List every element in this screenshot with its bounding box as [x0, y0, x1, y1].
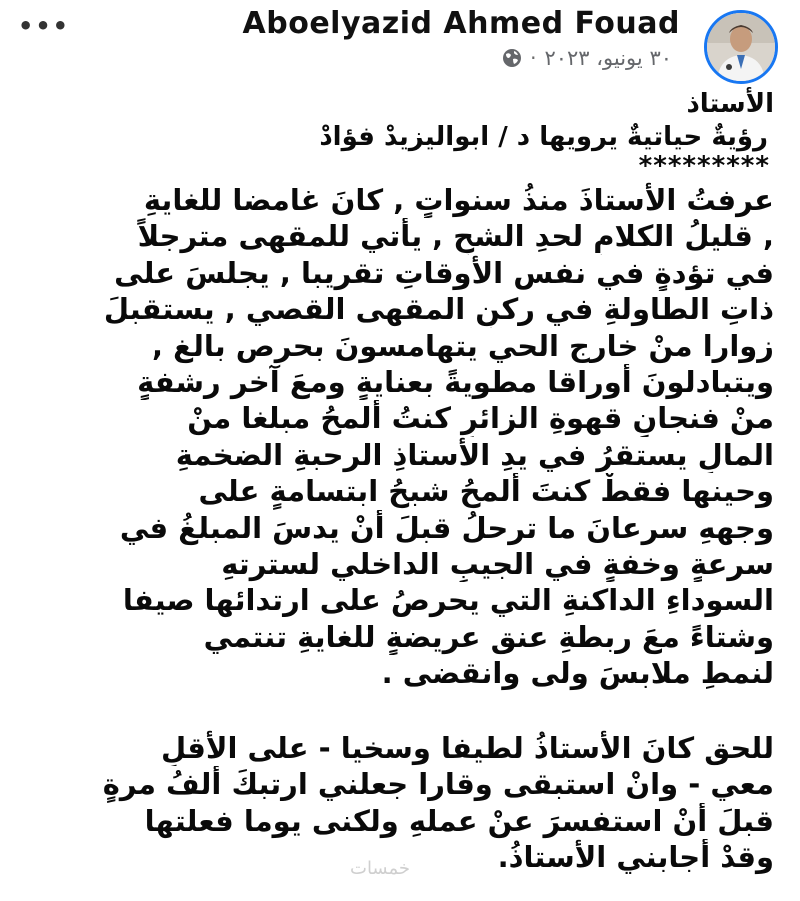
text-line: , قليلُ الكلامِ لحدِ الشحِ , يأتي للمقهى مترجلاً — [137, 219, 774, 254]
post-body — [14, 88, 774, 875]
text-line: للحقِ كانَ الأستاذُ لطيفا وسخيا - على الأقلِ — [161, 730, 774, 765]
globe-icon[interactable] — [502, 48, 522, 68]
text-line: في تؤدةٍ في نفسِ الأوقاتِ تقريبا , يجلسَ على — [114, 255, 774, 290]
text-line: المالِ يستقرُ في يدِ الأستاذِ الرحبةِ الضخمةِ — [175, 437, 774, 472]
text-line: منْ فنجانِ قهوةِ الزائرِ كنتُ ألمحُ مبلغا منْ — [187, 401, 774, 436]
paragraph-1 — [14, 182, 774, 692]
text-line: السوداءِ الداكنةِ التي يحرصُ على ارتدائها صيفا — [122, 583, 774, 618]
paragraph-2 — [14, 730, 774, 876]
post-subtitle: رؤيةٌ حياتيةٌ يرويها د / ابواليزيدْ فؤادْ — [319, 122, 768, 152]
post-title: الأستاذ — [686, 89, 774, 119]
post-divider: ********* — [638, 151, 770, 181]
post-date[interactable]: ٣٠ يونيو، ٢٠٢٣ — [544, 46, 672, 70]
avatar[interactable] — [704, 10, 778, 84]
text-line: لنمطِ ملابسَ ولى وانقضى . — [381, 656, 774, 691]
text-line: زوارا منْ خارجِ الحي يتهامسونَ بحرصٍ بالغٍ , — [152, 328, 774, 363]
avatar-image — [707, 13, 775, 81]
text-line: وشتاءً معَ ربطةِ عنقٍ عريضةٍ للغايةِ تنتمي — [203, 619, 774, 654]
post-header — [0, 0, 800, 90]
text-line: ويتبادلونَ أوراقا مطويةً بعنايةٍ ومعَ آخر رشفةٍ — [137, 365, 774, 400]
text-line: وقدْ أجابني الأستاذُ. — [497, 839, 774, 874]
meta-separator: · — [530, 46, 537, 70]
text-line: وحينها فقطْ كنتَ ألمحُ شبحُ ابتسامةٍ على — [198, 474, 774, 509]
watermark: خمسات — [350, 858, 411, 879]
more-options-icon: ••• — [17, 12, 71, 40]
more-options-button[interactable] — [17, 12, 71, 40]
text-line: وجههِ سرعانَ ما ترحلُ قبلَ أنْ يدسَ المبلغُ في — [119, 510, 774, 545]
text-line: معي - وانْ استبقى وقارا جعلني ارتبكَ ألفُ مرةٍ — [102, 767, 774, 802]
text-line: قبلَ أنْ استفسرَ عنْ عملهِ ولكنى يوما فعلتها — [144, 803, 774, 838]
text-line: عرفتُ الأستاذَ منذُ سنواتٍ , كانَ غامضا للغايةِ — [143, 183, 774, 217]
text-line: سرعةٍ وخفةٍ في الجيبِ الداخلي لسترتهِ — [221, 547, 774, 582]
post-meta — [502, 46, 672, 70]
author-name[interactable]: Aboelyazid Ahmed Fouad — [242, 6, 680, 41]
text-line: ذاتِ الطاولةِ في ركنِ المقهى القصي , يستقبلَ — [103, 292, 774, 327]
paragraph-gap — [14, 692, 774, 726]
